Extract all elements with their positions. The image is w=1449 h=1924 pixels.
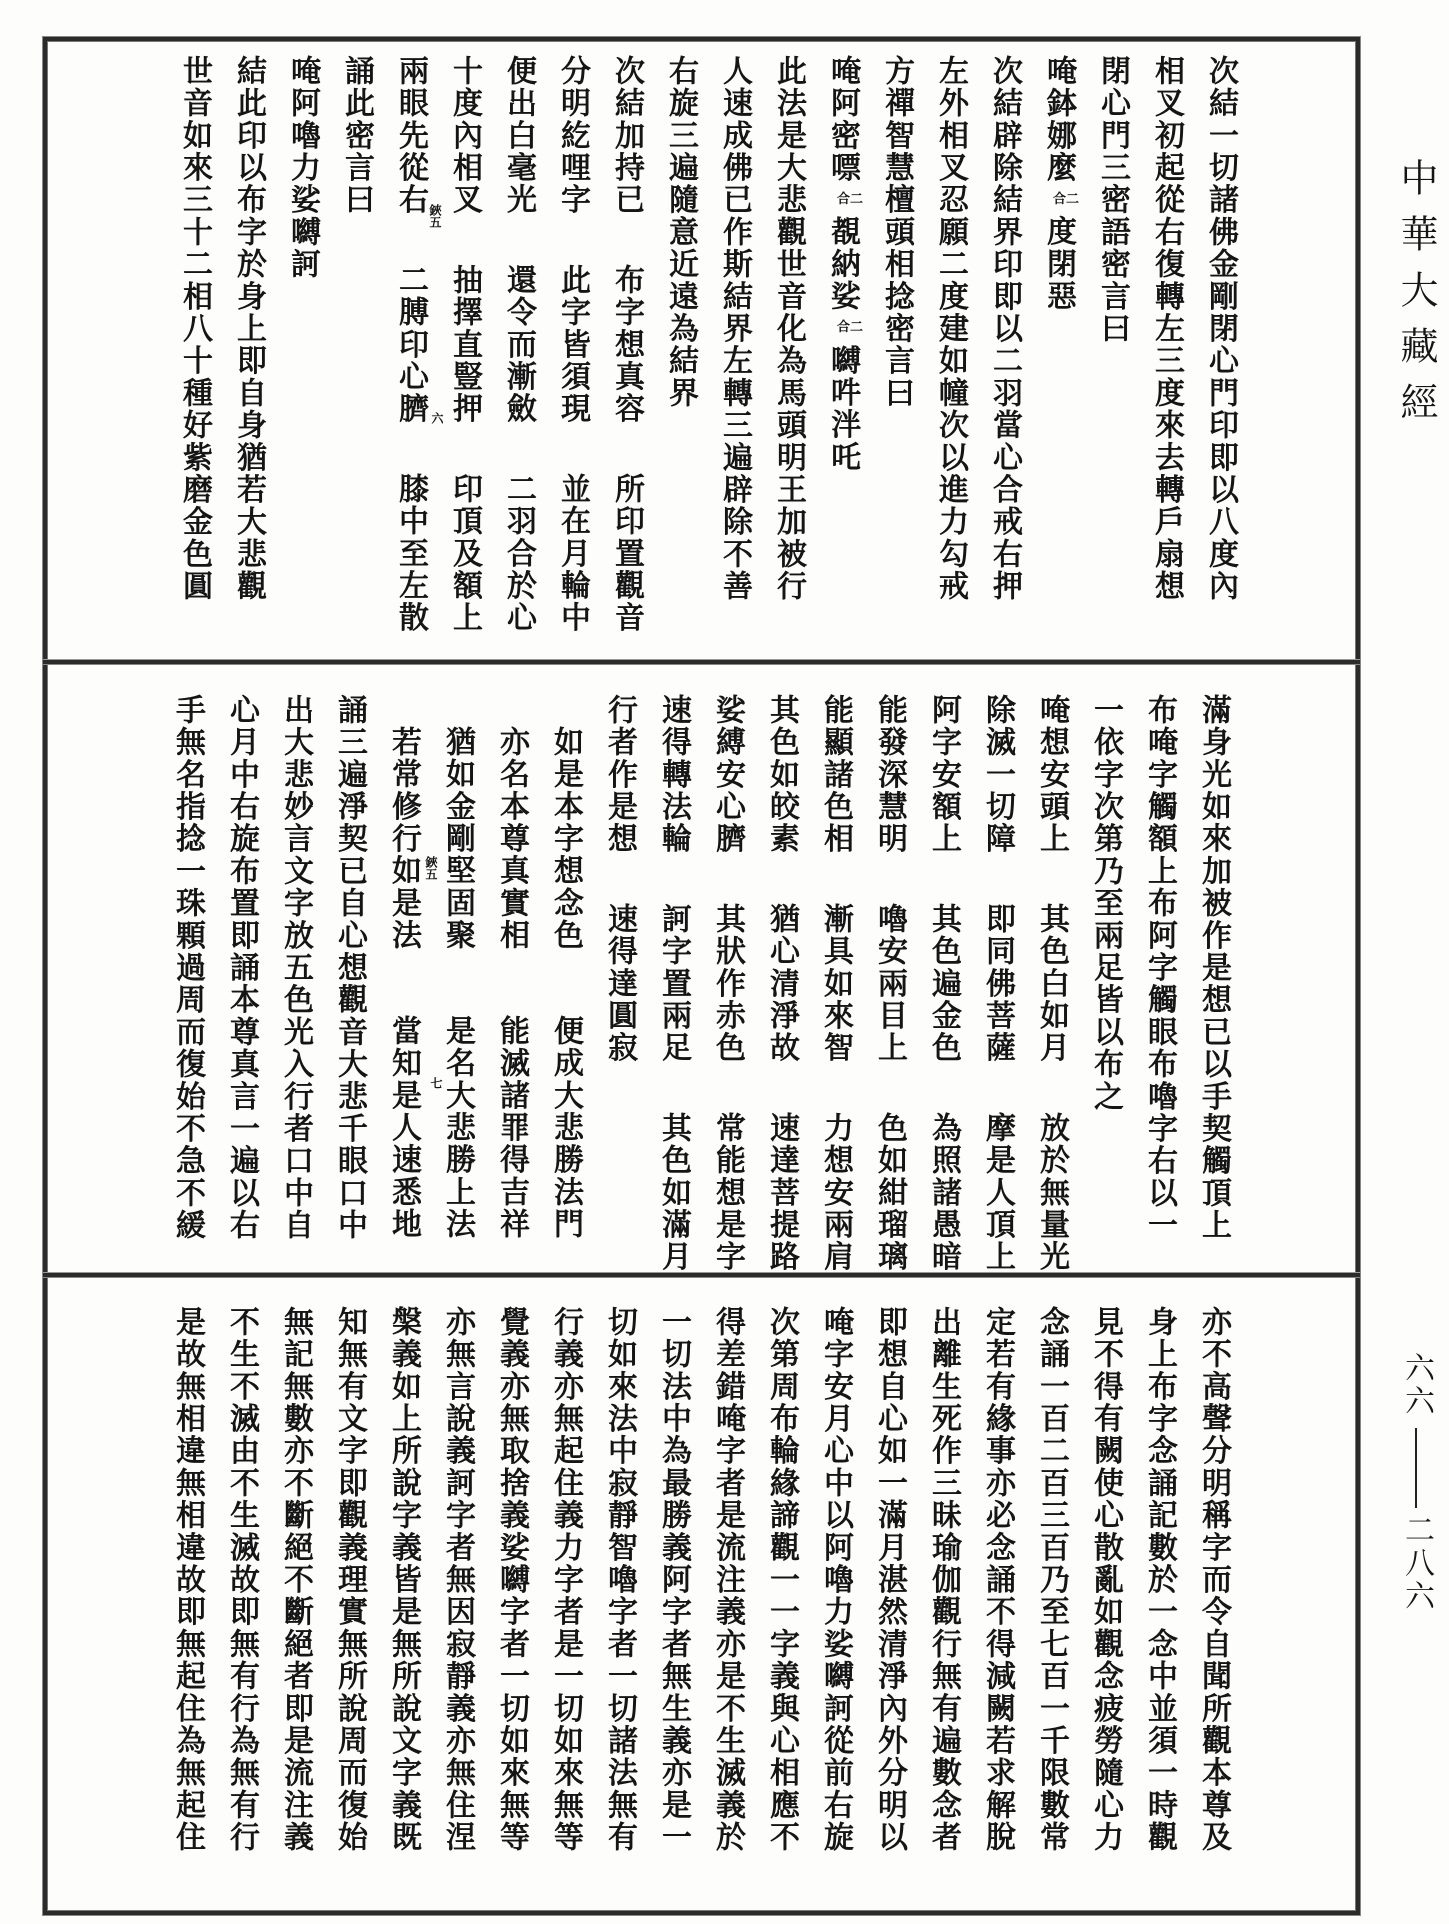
text-run: 唵想安頭上: [1034, 694, 1069, 855]
collection-title: 中華大藏經: [1394, 158, 1438, 438]
text-run: 見不得有闕使心散亂如觀念疲勞隨心力: [1088, 1306, 1123, 1854]
margin-note: 六: [430, 412, 444, 424]
text-column: [383, 55, 437, 634]
text-column: [1139, 55, 1193, 602]
text-run: 相叉初起從右復轉左三度來去轉戶扇想: [1149, 55, 1184, 603]
text-column: [592, 694, 646, 1064]
text-phrase: [555, 55, 590, 216]
text-phrase: [980, 1112, 1015, 1273]
text-phrase: [393, 473, 428, 634]
text-run: 次第周布輪緣諦觀一一字義與心相應不: [764, 1306, 799, 1854]
page-number-separator: [1415, 1428, 1417, 1508]
text-run: 誦此密言曰: [339, 55, 374, 216]
text-run: 唵阿密嘌: [825, 55, 860, 184]
text-column: [160, 694, 214, 1241]
page-number: 二八六: [1399, 1514, 1434, 1613]
text-phrase: [710, 694, 745, 855]
text-phrase: [278, 1306, 313, 1853]
text-phrase: [926, 903, 961, 1064]
text-phrase: [494, 1015, 529, 1240]
text-run: 所印置觀音: [609, 473, 644, 634]
text-run: 分明紇哩字: [555, 55, 590, 216]
text-phrase: [926, 1306, 961, 1853]
text-run: 亦名本尊真實相: [494, 726, 529, 952]
text-run: 一切法中為最勝義阿字者無生義亦是一: [656, 1306, 691, 1854]
text-phrase: [1196, 694, 1231, 1241]
text-run: 其色如皎素: [764, 694, 799, 855]
text-phrase: [447, 264, 482, 425]
text-phrase: [224, 694, 259, 1241]
text-phrase: [656, 694, 691, 855]
text-column: [916, 1306, 970, 1853]
text-run: 是名大悲勝上法: [440, 1015, 475, 1241]
text-phrase: [987, 55, 1022, 602]
panel-divider: [43, 660, 1360, 664]
text-run: 次結辟除結界印即以二羽當心合戒右押: [987, 55, 1022, 603]
text-phrase: [386, 1306, 421, 1853]
text-run: 訶字置兩足: [656, 903, 691, 1064]
text-run: 二羽合於心: [501, 473, 536, 634]
margin-note: 鋏五: [428, 204, 442, 228]
text-run: 人速成佛已作斯結界左轉三遍辟除不善: [717, 55, 752, 603]
text-column: [592, 1306, 646, 1853]
text-run: 覺義亦無取捨義娑嚩字者一切如來無等: [494, 1306, 529, 1854]
text-column: [160, 1306, 214, 1853]
text-run: 漸具如來智: [818, 903, 853, 1064]
text-column: [700, 1306, 754, 1853]
text-column: [869, 55, 923, 409]
text-run: 槃義如上所說字義皆是無所說文字義既: [386, 1306, 421, 1854]
text-phrase: [872, 1112, 907, 1273]
text-column: [862, 1306, 916, 1853]
text-phrase: [717, 55, 752, 602]
text-column: [1132, 1306, 1186, 1853]
text-phrase: [872, 903, 907, 1064]
text-column: [653, 55, 707, 409]
text-run: 其色白如月: [1034, 903, 1069, 1064]
text-run: 知無有文字即觀義理實無所說周而復始: [332, 1306, 367, 1854]
text-run: 為照諸愚暗: [926, 1112, 961, 1273]
text-run: 行者作是想: [602, 694, 637, 855]
text-column: [646, 1306, 700, 1853]
text-run: 無記無數亦不斷絕不斷絕者即是流注義: [278, 1306, 313, 1854]
text-phrase: [170, 1306, 205, 1853]
text-run: 並在月輪中: [555, 473, 590, 634]
text-run: 世音如來三十二相八十種好紫磨金色圓: [177, 55, 212, 603]
text-phrase: [818, 1112, 853, 1273]
text-phrase: [656, 903, 691, 1064]
text-column: [1078, 694, 1132, 1113]
text-column: [977, 55, 1031, 602]
text-phrase: [1149, 55, 1184, 602]
text-run: 右旋三遍隨意近遠為結界: [663, 55, 698, 410]
text-phrase: [980, 694, 1015, 855]
interlinear-note: 合二: [836, 320, 863, 336]
text-phrase: [278, 694, 313, 1241]
text-column: [214, 1306, 268, 1853]
text-run: 不生不滅由不生滅故即無有行為無有行: [224, 1306, 259, 1854]
text-phrase: [818, 903, 853, 1064]
interlinear-note: 合二: [836, 191, 863, 207]
text-phrase: [170, 694, 205, 1241]
text-phrase: [555, 473, 590, 634]
text-phrase: [393, 264, 428, 425]
text-phrase: [926, 1112, 961, 1273]
text-phrase: [332, 694, 367, 1241]
text-phrase: [177, 55, 212, 602]
text-phrase: [548, 1015, 583, 1240]
text-column: [599, 55, 653, 634]
text-phrase: [1203, 55, 1238, 602]
text-run: 放於無量光: [1034, 1112, 1069, 1273]
text-phrase: [764, 1306, 799, 1853]
text-run: 速得轉法輪: [656, 694, 691, 855]
text-phrase: [1196, 1306, 1231, 1853]
text-run: 即同佛菩薩: [980, 903, 1015, 1064]
text-column: [484, 1306, 538, 1853]
text-run: 色如紺瑠璃: [872, 1112, 907, 1273]
text-run: 此字皆須現: [555, 264, 590, 425]
text-column: [538, 1306, 592, 1853]
text-column: [484, 694, 538, 1241]
text-run: 度閉惡: [1041, 215, 1076, 313]
margin-note: 鋏五: [424, 856, 438, 880]
text-phrase: [980, 903, 1015, 1064]
text-run: 定若有緣事亦必念誦不得減闕若求解脫: [980, 1306, 1015, 1854]
text-column: [923, 55, 977, 602]
text-run: 阿字安額上: [926, 694, 961, 855]
text-run: 左外相叉忍願二度建如幢次以進力勾戒: [933, 55, 968, 603]
text-run: 出大悲妙言文字放五色光入行者口中自: [278, 694, 313, 1242]
text-column: [538, 694, 592, 1241]
text-run: 方禪智慧檀頭相捻密言曰: [879, 55, 914, 410]
text-column: [268, 1306, 322, 1853]
text-run: 覩納娑: [825, 215, 860, 313]
text-phrase: [1095, 55, 1130, 345]
text-run: 唵字安月心中以阿嚕力娑嚩訶從前右旋: [818, 1306, 853, 1854]
text-run: 唵鉢娜麼: [1041, 55, 1076, 184]
text-column: [275, 55, 329, 280]
text-phrase: [933, 55, 968, 602]
text-column: [646, 694, 700, 1273]
text-run: 行義亦無起住義力字者是一切如來無等: [548, 1306, 583, 1854]
text-run: 出離生死作三昧瑜伽觀行無有遍數念者: [926, 1306, 961, 1854]
text-column: [815, 55, 869, 473]
text-phrase: [1142, 1306, 1177, 1853]
text-run: 能滅諸罪得吉祥: [494, 1015, 529, 1241]
text-column: [437, 55, 491, 634]
text-column: [167, 55, 221, 602]
interlinear-note: 合二: [1052, 191, 1079, 207]
text-column: [430, 694, 484, 1241]
text-phrase: [710, 903, 745, 1064]
text-run: 滿身光如來加被作是想已以手契觸頂上: [1196, 694, 1231, 1242]
text-run: 娑縛安心臍: [710, 694, 745, 855]
text-phrase: [764, 694, 799, 855]
text-run: 其色如滿月: [656, 1112, 691, 1273]
text-run: 亦不高聲分明稱字而令自聞所觀本尊及: [1196, 1306, 1231, 1854]
text-run: 常能想是字: [710, 1112, 745, 1273]
text-run: 十度內相叉: [447, 55, 482, 216]
text-column: [376, 694, 430, 1241]
text-run: 便出白毫光: [501, 55, 536, 216]
text-column: [862, 694, 916, 1273]
text-run: 切如來法中寂靜智嚕字者一切諸法無有: [602, 1306, 637, 1854]
text-column: [376, 1306, 430, 1853]
text-phrase: [879, 55, 914, 409]
text-phrase: [440, 1306, 475, 1853]
text-phrase: [285, 55, 320, 280]
text-run: 心月中右旋布置即誦本尊真言一遍以右: [224, 694, 259, 1242]
text-run: 猶心清淨故: [764, 903, 799, 1064]
text-column: [1078, 1306, 1132, 1853]
text-column: [214, 694, 268, 1241]
text-column: [1132, 694, 1186, 1241]
text-phrase: [872, 1306, 907, 1853]
text-column: [1186, 1306, 1240, 1853]
text-run: 次結加持已: [609, 55, 644, 216]
text-phrase: [602, 903, 637, 1064]
text-phrase: [602, 694, 637, 855]
text-phrase: [501, 55, 536, 216]
text-run: 膝中至左散: [393, 473, 428, 634]
text-phrase: [447, 55, 482, 216]
text-run: 還令而漸斂: [501, 264, 536, 425]
text-column: [808, 1306, 862, 1853]
text-run: 其狀作赤色: [710, 903, 745, 1064]
text-phrase: [224, 1306, 259, 1853]
text-run: 便成大悲勝法門: [548, 1015, 583, 1241]
panel-divider: [43, 1273, 1360, 1277]
text-phrase: [332, 1306, 367, 1853]
text-run: 能發深慧明: [872, 694, 907, 855]
text-run: 兩眼先從右: [393, 55, 428, 216]
text-column: [322, 694, 376, 1241]
text-run: 猶如金剛堅固聚: [440, 726, 475, 952]
text-phrase: [609, 473, 644, 634]
text-column: [430, 1306, 484, 1853]
text-run: 此法是大悲觀世音化為馬頭明王加被行: [771, 55, 806, 603]
text-column: [268, 694, 322, 1241]
text-column: [329, 55, 383, 216]
text-phrase: [1034, 694, 1069, 855]
text-phrase: [818, 694, 853, 855]
text-column: [700, 694, 754, 1273]
text-phrase: [656, 1306, 691, 1853]
text-run: 摩是人頂上: [980, 1112, 1015, 1273]
text-phrase: [447, 473, 482, 634]
text-column: [1085, 55, 1139, 345]
text-phrase: [1041, 55, 1079, 313]
text-column: [707, 55, 761, 602]
text-column: [1024, 1306, 1078, 1853]
text-phrase: [1034, 903, 1069, 1064]
text-column: [808, 694, 862, 1273]
margin-note: 七: [429, 1077, 443, 1089]
text-phrase: [1034, 1306, 1069, 1853]
text-run: 次結一切諸佛金剛閉心門印即以八度內: [1203, 55, 1238, 603]
text-phrase: [548, 1306, 583, 1853]
text-run: 速得達圓寂: [602, 903, 637, 1064]
text-run: 速達菩提路: [764, 1112, 799, 1273]
text-run: 即想自心如一滿月湛然清淨內外分明以: [872, 1306, 907, 1854]
text-run: 嚩吽泮吒: [825, 344, 860, 474]
text-run: 結此印以布字於身上即自身猶若大悲觀: [231, 55, 266, 603]
text-phrase: [339, 55, 374, 216]
text-phrase: [825, 55, 863, 474]
text-column: [970, 1306, 1024, 1853]
text-run: 念誦一百二百三百乃至七百一千限數常: [1034, 1306, 1069, 1854]
text-run: 抽擇直豎押: [447, 264, 482, 425]
text-phrase: [710, 1112, 745, 1273]
text-phrase: [386, 1015, 421, 1240]
text-column: [1186, 694, 1240, 1241]
text-run: 印頂及額上: [447, 473, 482, 634]
text-phrase: [231, 55, 266, 602]
text-column: [754, 694, 808, 1273]
text-column: [221, 55, 275, 602]
text-phrase: [501, 473, 536, 634]
text-column: [761, 55, 815, 602]
text-phrase: [548, 726, 583, 951]
text-run: 唵阿嚕力娑嚩訶: [285, 55, 320, 281]
text-phrase: [818, 1306, 853, 1853]
text-phrase: [1088, 694, 1123, 1113]
volume-number: 六六: [1399, 1352, 1434, 1418]
text-run: 力想安兩肩: [818, 1112, 853, 1273]
text-phrase: [440, 1015, 475, 1240]
text-phrase: [440, 726, 475, 951]
text-phrase: [710, 1306, 745, 1853]
text-column: [754, 1306, 808, 1853]
text-phrase: [872, 694, 907, 855]
text-phrase: [764, 1112, 799, 1273]
text-run: 嚕安兩目上: [872, 903, 907, 1064]
text-phrase: [1142, 694, 1177, 1241]
text-phrase: [771, 55, 806, 602]
text-column: [1031, 55, 1085, 312]
text-phrase: [1034, 1112, 1069, 1273]
text-run: 能顯諸色相: [818, 694, 853, 855]
text-run: 除滅一切障: [980, 694, 1015, 855]
text-phrase: [764, 903, 799, 1064]
text-column: [491, 55, 545, 634]
text-phrase: [609, 264, 644, 425]
text-run: 得差錯唵字者是流注義亦是不生滅義於: [710, 1306, 745, 1854]
text-phrase: [602, 1306, 637, 1853]
text-run: 一依字次第乃至兩足皆以布之: [1088, 694, 1123, 1113]
text-phrase: [926, 694, 961, 855]
text-run: 誦三遍淨契已自心想觀音大悲千眼口中: [332, 694, 367, 1242]
text-phrase: [555, 264, 590, 425]
text-run: 當知是人速悉地: [386, 1015, 421, 1241]
text-run: 若常修行如是法: [386, 726, 421, 952]
text-run: 二膊印心臍: [393, 264, 428, 425]
text-phrase: [494, 726, 529, 951]
text-run: 是故無相違無相違故即無起住為無起住: [170, 1306, 205, 1854]
text-phrase: [393, 55, 428, 216]
text-column: [916, 694, 970, 1273]
text-phrase: [501, 264, 536, 425]
text-run: 布唵字觸額上布阿字觸眼布嚕字右以一: [1142, 694, 1177, 1242]
text-run: 亦無言說義訶字者無因寂靜義亦無住涅: [440, 1306, 475, 1854]
text-phrase: [609, 55, 644, 216]
text-phrase: [386, 726, 421, 951]
text-phrase: [1088, 1306, 1123, 1853]
text-phrase: [656, 1112, 691, 1273]
text-column: [322, 1306, 376, 1853]
text-run: 如是本字想念色: [548, 726, 583, 952]
text-phrase: [980, 1306, 1015, 1853]
text-run: 其色遍金色: [926, 903, 961, 1064]
text-run: 閉心門三密語密言曰: [1095, 55, 1130, 345]
text-column: [970, 694, 1024, 1273]
text-run: 布字想真容: [609, 264, 644, 425]
text-phrase: [663, 55, 698, 409]
text-column: [1193, 55, 1247, 602]
text-run: 身上布字念誦記數於一念中並須一時觀: [1142, 1306, 1177, 1854]
text-column: [1024, 694, 1078, 1273]
text-column: [545, 55, 599, 634]
text-run: 手無名指捻一珠顆過周而復始不急不緩: [170, 694, 205, 1242]
text-phrase: [494, 1306, 529, 1853]
